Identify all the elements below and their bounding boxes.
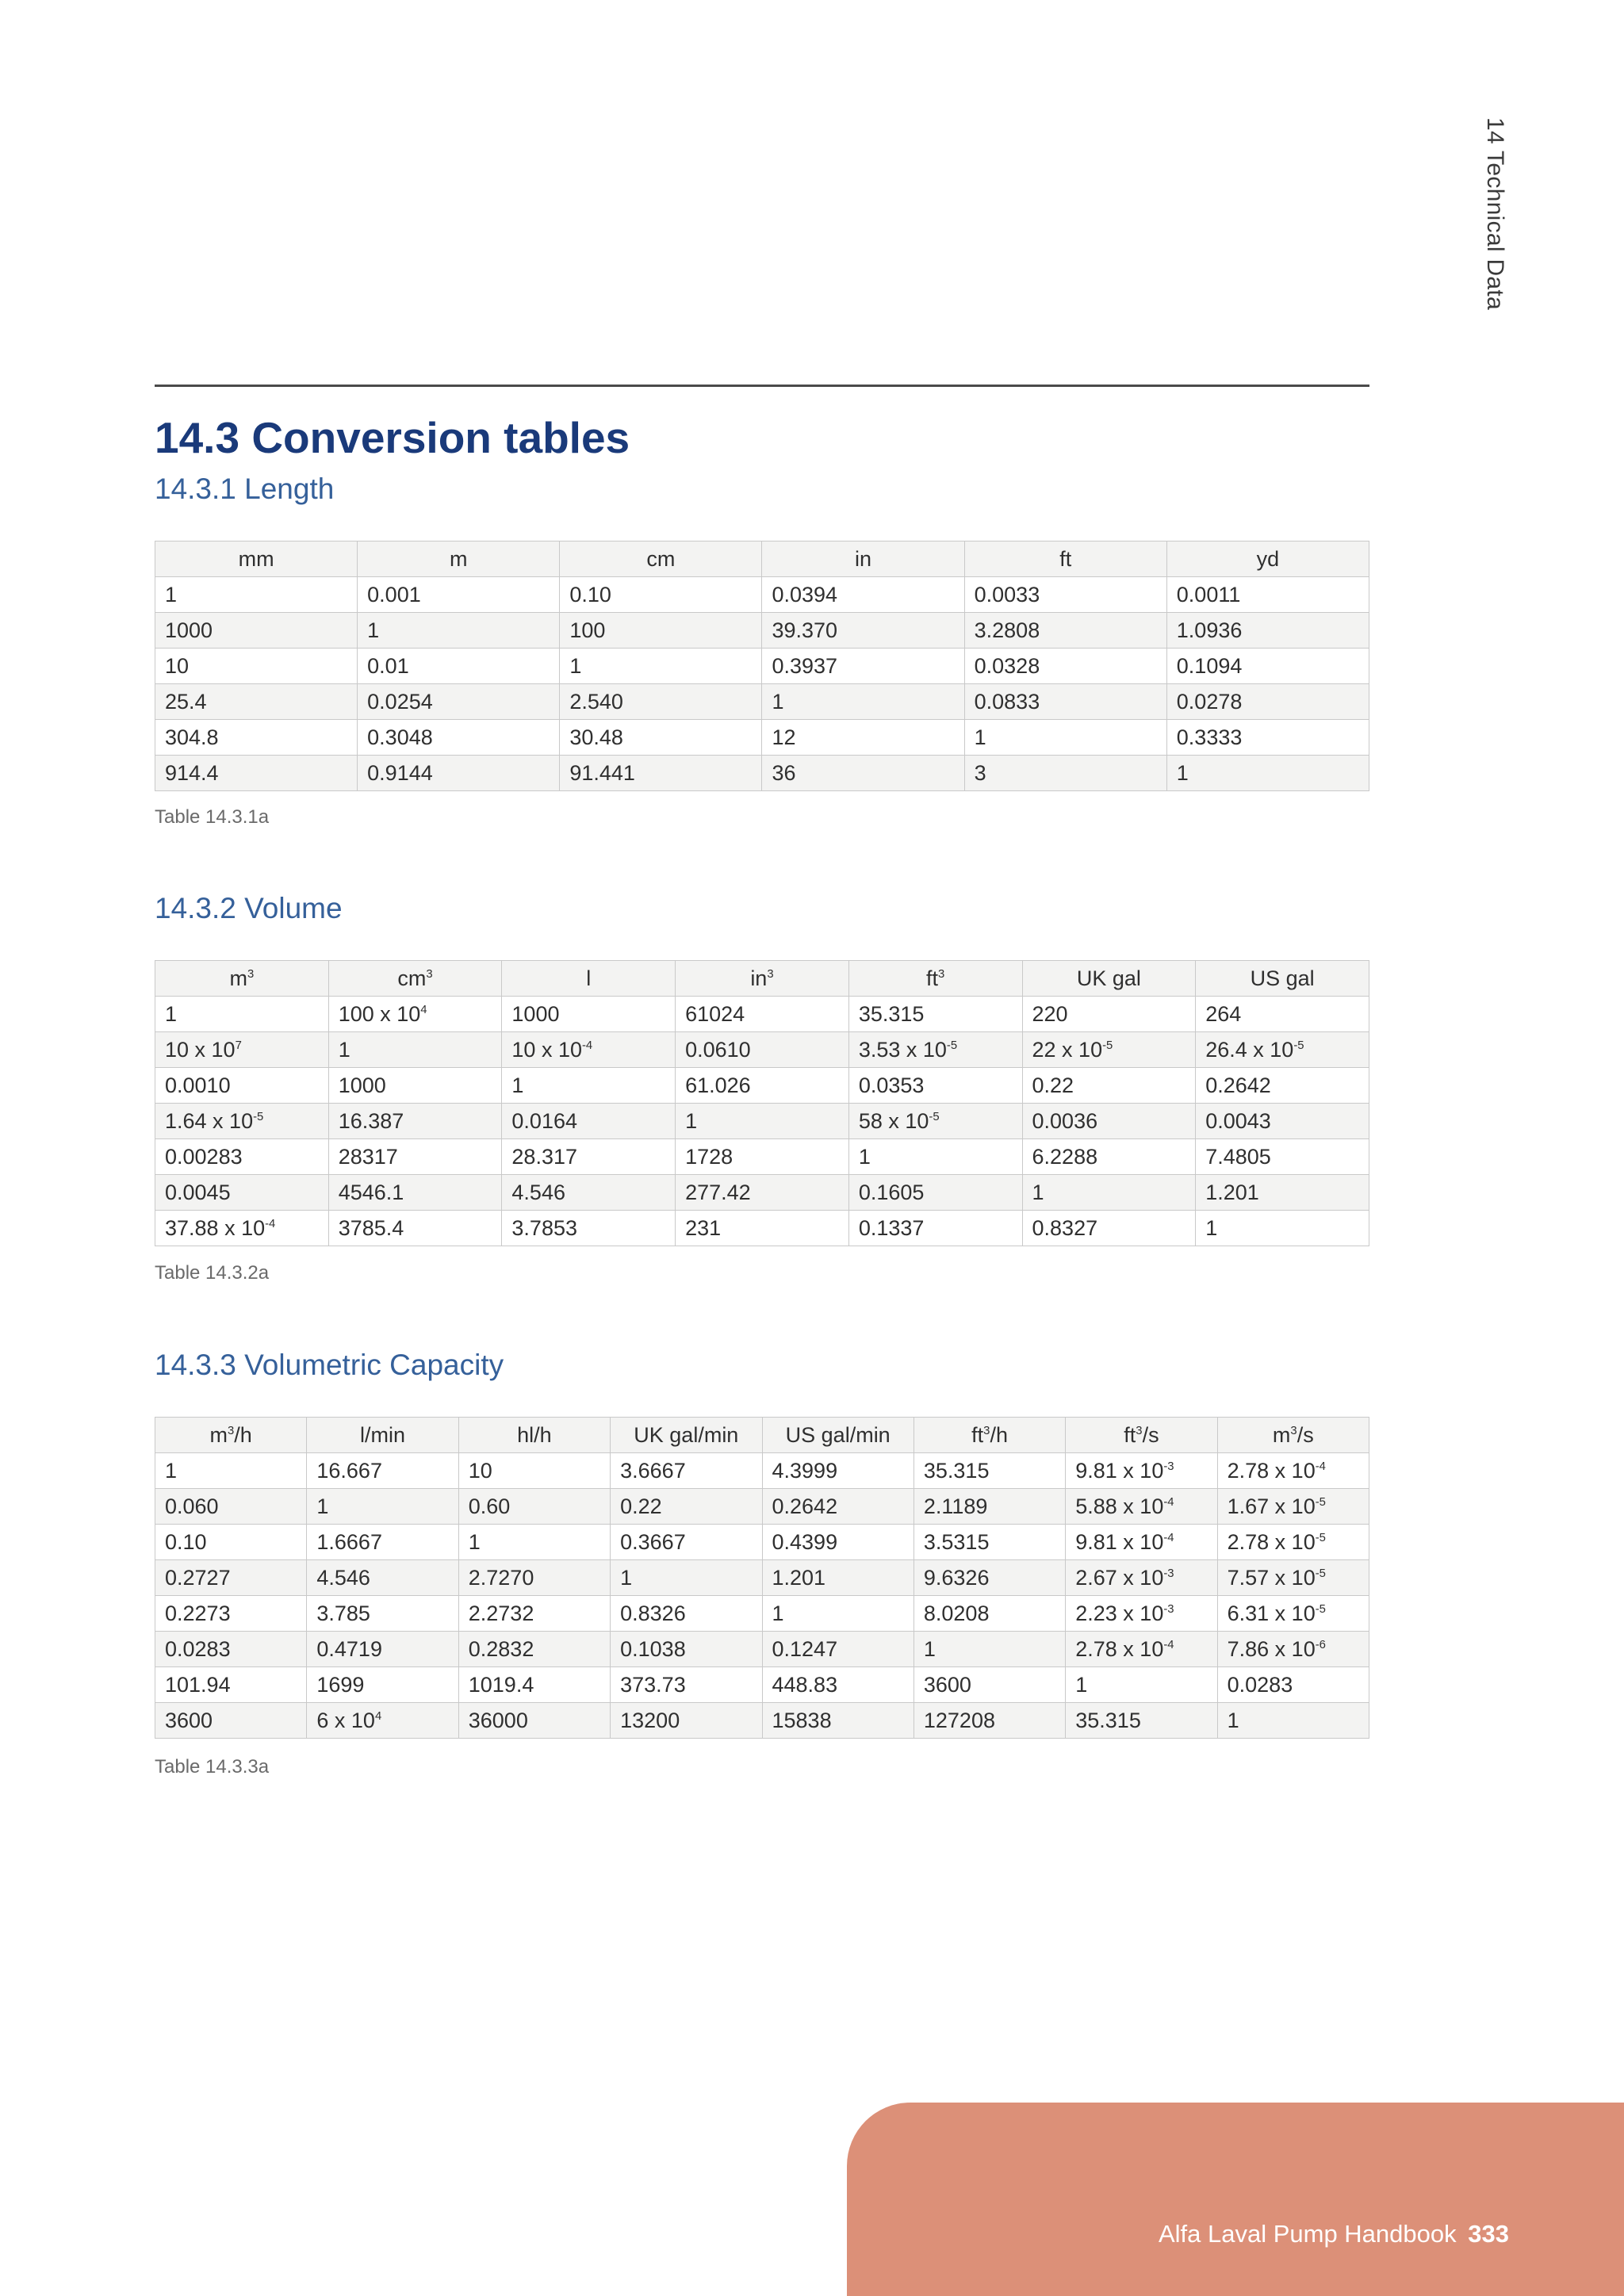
table-row bbox=[155, 1453, 1369, 1489]
table-cell: 61024 bbox=[676, 997, 849, 1032]
table-cell: 58 x $10^{-5}$ bbox=[848, 1104, 1022, 1139]
table-row bbox=[155, 1489, 1369, 1525]
column-header: hl/h bbox=[458, 1418, 610, 1453]
table-header-row bbox=[155, 541, 1369, 577]
table-cell: 1 bbox=[155, 1453, 307, 1489]
table-row bbox=[155, 720, 1369, 756]
table-cell: 1019.4 bbox=[458, 1667, 610, 1703]
table-row bbox=[155, 997, 1369, 1032]
section-title-volumetric-capacity: 14.3.3 Volumetric Capacity bbox=[155, 1349, 504, 1381]
table-cell: 10 x $10^7$ bbox=[155, 1032, 329, 1068]
table-cell: 2.540 bbox=[560, 684, 762, 720]
table-row bbox=[155, 1139, 1369, 1175]
table-cell: 22 x $10^{-5}$ bbox=[1022, 1032, 1196, 1068]
table-cell: 0.01 bbox=[358, 649, 560, 684]
table-cell: 9.81 x $10^{-4}$ bbox=[1066, 1525, 1217, 1560]
table-cell: 4.546 bbox=[307, 1560, 458, 1596]
page-title: 14.3 Conversion tables bbox=[155, 413, 630, 462]
table-row bbox=[155, 1211, 1369, 1246]
table-cell: 35.315 bbox=[914, 1453, 1065, 1489]
table-cell: 1 bbox=[155, 997, 329, 1032]
table-cell: 2.78 x $10^{-5}$ bbox=[1217, 1525, 1369, 1560]
table-cell: 9.81 x $10^{-3}$ bbox=[1066, 1453, 1217, 1489]
table-cell: 1 bbox=[328, 1032, 502, 1068]
table-cell: 0.10 bbox=[155, 1525, 307, 1560]
table-cell: 6.31 x $10^{-5}$ bbox=[1217, 1596, 1369, 1632]
table-cell: 1 bbox=[676, 1104, 849, 1139]
table-cell: 1 bbox=[964, 720, 1166, 756]
table-cell: 1 bbox=[155, 577, 358, 613]
table-caption-volume: Table 14.3.2a bbox=[155, 1262, 270, 1284]
table-cell: 16.387 bbox=[328, 1104, 502, 1139]
table-cell: 3.6667 bbox=[611, 1453, 762, 1489]
table-cell: 0.0394 bbox=[762, 577, 964, 613]
table-cell: 1000 bbox=[155, 613, 358, 649]
table-cell: 6.2288 bbox=[1022, 1139, 1196, 1175]
table-row bbox=[155, 1560, 1369, 1596]
table-cell: 0.00283 bbox=[155, 1139, 329, 1175]
table-cell: 1 bbox=[1066, 1667, 1217, 1703]
table-cell: 1 bbox=[307, 1489, 458, 1525]
table-row bbox=[155, 1068, 1369, 1104]
table-cell: 0.0328 bbox=[964, 649, 1166, 684]
table-cell: 5.88 x $10^{-4}$ bbox=[1066, 1489, 1217, 1525]
table-cell: 35.315 bbox=[1066, 1703, 1217, 1739]
table-cell: 3.53 x $10^{-5}$ bbox=[848, 1032, 1022, 1068]
table-row bbox=[155, 577, 1369, 613]
table-cell: 25.4 bbox=[155, 684, 358, 720]
table-cell: 220 bbox=[1022, 997, 1196, 1032]
section-title-length: 14.3.1 Length bbox=[155, 473, 335, 505]
table-cell: 9.6326 bbox=[914, 1560, 1065, 1596]
table-cell: 0.1247 bbox=[762, 1632, 914, 1667]
table-cell: 4.3999 bbox=[762, 1453, 914, 1489]
table-cell: 2.78 x $10^{-4}$ bbox=[1066, 1632, 1217, 1667]
table-cell: 1699 bbox=[307, 1667, 458, 1703]
table-cell: 0.1094 bbox=[1166, 649, 1369, 684]
table-cell: 3.785 bbox=[307, 1596, 458, 1632]
table-cell: 37.88 x $10^{-4}$ bbox=[155, 1211, 329, 1246]
column-header: UK gal bbox=[1022, 961, 1196, 997]
column-header: $ft^3$ bbox=[848, 961, 1022, 997]
table-cell: 3785.4 bbox=[328, 1211, 502, 1246]
column-header: ft bbox=[964, 541, 1166, 577]
table-cell: 914.4 bbox=[155, 756, 358, 791]
table-row bbox=[155, 1632, 1369, 1667]
table-row bbox=[155, 613, 1369, 649]
table-cell: 4.546 bbox=[502, 1175, 676, 1211]
table-cell: 304.8 bbox=[155, 720, 358, 756]
column-header: l bbox=[502, 961, 676, 997]
table-row bbox=[155, 1596, 1369, 1632]
table-cell: 0.0036 bbox=[1022, 1104, 1196, 1139]
length-table bbox=[155, 541, 1369, 791]
table-row bbox=[155, 1667, 1369, 1703]
column-header: l/min bbox=[307, 1418, 458, 1453]
table-cell: 0.1038 bbox=[611, 1632, 762, 1667]
table-cell: 127208 bbox=[914, 1703, 1065, 1739]
table-cell: 3 bbox=[964, 756, 1166, 791]
table-cell: 1 bbox=[848, 1139, 1022, 1175]
table-row bbox=[155, 1032, 1369, 1068]
table-cell: 100 x $10^4$ bbox=[328, 997, 502, 1032]
column-header: $m^3/h$ bbox=[155, 1418, 307, 1453]
table-cell: 0.2642 bbox=[1196, 1068, 1369, 1104]
table-cell: 10 bbox=[155, 649, 358, 684]
table-cell: 7.57 x $10^{-5}$ bbox=[1217, 1560, 1369, 1596]
table-cell: 0.3048 bbox=[358, 720, 560, 756]
table-cell: 16.667 bbox=[307, 1453, 458, 1489]
table-cell: 1.0936 bbox=[1166, 613, 1369, 649]
table-caption-volumetric-capacity: Table 14.3.3a bbox=[155, 1756, 270, 1777]
column-header: in bbox=[762, 541, 964, 577]
table-cell: 26.4 x $10^{-5}$ bbox=[1196, 1032, 1369, 1068]
table-cell: 264 bbox=[1196, 997, 1369, 1032]
table-header-row bbox=[155, 961, 1369, 997]
table-cell: 101.94 bbox=[155, 1667, 307, 1703]
table-cell: 448.83 bbox=[762, 1667, 914, 1703]
chapter-side-label: 14 Technical Data bbox=[1482, 117, 1508, 311]
table-cell: 1 bbox=[358, 613, 560, 649]
footer-book-title: Alfa Laval Pump Handbook bbox=[1158, 2220, 1457, 2248]
table-cell: 0.4719 bbox=[307, 1632, 458, 1667]
table-cell: 0.3667 bbox=[611, 1525, 762, 1560]
table-cell: 30.48 bbox=[560, 720, 762, 756]
table-row bbox=[155, 756, 1369, 791]
table-cell: 2.78 x $10^{-4}$ bbox=[1217, 1453, 1369, 1489]
table-cell: 0.2832 bbox=[458, 1632, 610, 1667]
table-cell: 0.3937 bbox=[762, 649, 964, 684]
column-header: yd bbox=[1166, 541, 1369, 577]
table-cell: 1 bbox=[1022, 1175, 1196, 1211]
footer-text bbox=[1159, 2220, 1509, 2248]
column-header: $in^3$ bbox=[676, 961, 849, 997]
table-cell: 0.0010 bbox=[155, 1068, 329, 1104]
table-cell: 0.060 bbox=[155, 1489, 307, 1525]
column-header: $ft^3/s$ bbox=[1066, 1418, 1217, 1453]
table-cell: 0.8326 bbox=[611, 1596, 762, 1632]
table-cell: 0.22 bbox=[1022, 1068, 1196, 1104]
table-cell: 0.0610 bbox=[676, 1032, 849, 1068]
table-caption-length: Table 14.3.1a bbox=[155, 806, 270, 828]
table-cell: 1728 bbox=[676, 1139, 849, 1175]
table-cell: 1 bbox=[914, 1632, 1065, 1667]
table-cell: 36000 bbox=[458, 1703, 610, 1739]
table-row bbox=[155, 1104, 1369, 1139]
table-cell: 0.60 bbox=[458, 1489, 610, 1525]
table-cell: 0.0033 bbox=[964, 577, 1166, 613]
section-title-volume: 14.3.2 Volume bbox=[155, 892, 343, 924]
table-header-row bbox=[155, 1418, 1369, 1453]
table-cell: 61.026 bbox=[676, 1068, 849, 1104]
table-cell: 91.441 bbox=[560, 756, 762, 791]
table-cell: 10 bbox=[458, 1453, 610, 1489]
header-rule bbox=[155, 385, 1369, 387]
table-cell: 0.1605 bbox=[848, 1175, 1022, 1211]
table-row bbox=[155, 684, 1369, 720]
table-cell: 12 bbox=[762, 720, 964, 756]
table-cell: 2.1189 bbox=[914, 1489, 1065, 1525]
column-header: m bbox=[358, 541, 560, 577]
table-cell: 28.317 bbox=[502, 1139, 676, 1175]
table-cell: 1 bbox=[762, 684, 964, 720]
column-header: cm bbox=[560, 541, 762, 577]
table-cell: 2.7270 bbox=[458, 1560, 610, 1596]
table-row bbox=[155, 649, 1369, 684]
column-header: $m^3$ bbox=[155, 961, 329, 997]
table-row bbox=[155, 1525, 1369, 1560]
volumetric-capacity-table bbox=[155, 1417, 1369, 1739]
table-cell: 0.4399 bbox=[762, 1525, 914, 1560]
table-cell: 3.5315 bbox=[914, 1525, 1065, 1560]
table-cell: 0.1337 bbox=[848, 1211, 1022, 1246]
table-cell: 7.86 x $10^{-6}$ bbox=[1217, 1632, 1369, 1667]
table-cell: 1 bbox=[611, 1560, 762, 1596]
footer-block bbox=[847, 2103, 1624, 2296]
table-cell: 1 bbox=[1196, 1211, 1369, 1246]
table-cell: 1 bbox=[458, 1525, 610, 1560]
table-cell: 0.0278 bbox=[1166, 684, 1369, 720]
table-cell: 1 bbox=[1217, 1703, 1369, 1739]
page-number: 333 bbox=[1468, 2220, 1509, 2248]
table-cell: 15838 bbox=[762, 1703, 914, 1739]
column-header: US gal/min bbox=[762, 1418, 914, 1453]
table-cell: 0.0011 bbox=[1166, 577, 1369, 613]
table-cell: 0.2642 bbox=[762, 1489, 914, 1525]
table-cell: 0.8327 bbox=[1022, 1211, 1196, 1246]
column-header: $m^3/s$ bbox=[1217, 1418, 1369, 1453]
table-cell: 0.2273 bbox=[155, 1596, 307, 1632]
table-cell: 8.0208 bbox=[914, 1596, 1065, 1632]
column-header: mm bbox=[155, 541, 358, 577]
table-row bbox=[155, 1703, 1369, 1739]
table-cell: 28317 bbox=[328, 1139, 502, 1175]
table-cell: 0.0164 bbox=[502, 1104, 676, 1139]
column-header: US gal bbox=[1196, 961, 1369, 997]
table-cell: 6 x $10^4$ bbox=[307, 1703, 458, 1739]
table-cell: 3.7853 bbox=[502, 1211, 676, 1246]
table-cell: 10 x $10^{-4}$ bbox=[502, 1032, 676, 1068]
table-cell: 0.22 bbox=[611, 1489, 762, 1525]
table-cell: 2.23 x $10^{-3}$ bbox=[1066, 1596, 1217, 1632]
table-cell: 2.2732 bbox=[458, 1596, 610, 1632]
table-cell: 1 bbox=[560, 649, 762, 684]
table-cell: 1000 bbox=[328, 1068, 502, 1104]
table-cell: 3.2808 bbox=[964, 613, 1166, 649]
table-cell: 39.370 bbox=[762, 613, 964, 649]
table-cell: 0.0833 bbox=[964, 684, 1166, 720]
table-cell: 1.201 bbox=[762, 1560, 914, 1596]
column-header: $ft^3/h$ bbox=[914, 1418, 1065, 1453]
table-cell: 0.3333 bbox=[1166, 720, 1369, 756]
table-cell: 231 bbox=[676, 1211, 849, 1246]
table-cell: 0.2727 bbox=[155, 1560, 307, 1596]
table-cell: 0.0254 bbox=[358, 684, 560, 720]
table-cell: 1.201 bbox=[1196, 1175, 1369, 1211]
table-cell: 35.315 bbox=[848, 997, 1022, 1032]
column-header: UK gal/min bbox=[611, 1418, 762, 1453]
table-cell: 1.64 x $10^{-5}$ bbox=[155, 1104, 329, 1139]
table-cell: 2.67 x $10^{-3}$ bbox=[1066, 1560, 1217, 1596]
table-cell: 36 bbox=[762, 756, 964, 791]
table-cell: 0.0283 bbox=[155, 1632, 307, 1667]
table-row bbox=[155, 1175, 1369, 1211]
table-cell: 1000 bbox=[502, 997, 676, 1032]
table-cell: 3600 bbox=[155, 1703, 307, 1739]
table-cell: 0.0043 bbox=[1196, 1104, 1369, 1139]
table-cell: 0.0045 bbox=[155, 1175, 329, 1211]
table-cell: 1 bbox=[762, 1596, 914, 1632]
table-cell: 3600 bbox=[914, 1667, 1065, 1703]
table-cell: 100 bbox=[560, 613, 762, 649]
table-cell: 277.42 bbox=[676, 1175, 849, 1211]
table-cell: 0.0283 bbox=[1217, 1667, 1369, 1703]
table-cell: 0.10 bbox=[560, 577, 762, 613]
table-cell: 0.9144 bbox=[358, 756, 560, 791]
table-cell: 13200 bbox=[611, 1703, 762, 1739]
table-cell: 0.0353 bbox=[848, 1068, 1022, 1104]
column-header: $cm^3$ bbox=[328, 961, 502, 997]
table-cell: 4546.1 bbox=[328, 1175, 502, 1211]
table-cell: 373.73 bbox=[611, 1667, 762, 1703]
volume-table bbox=[155, 960, 1369, 1246]
table-cell: 1 bbox=[502, 1068, 676, 1104]
table-cell: 7.4805 bbox=[1196, 1139, 1369, 1175]
table-cell: 0.001 bbox=[358, 577, 560, 613]
table-cell: 1.67 x $10^{-5}$ bbox=[1217, 1489, 1369, 1525]
table-cell: 1.6667 bbox=[307, 1525, 458, 1560]
table-cell: 1 bbox=[1166, 756, 1369, 791]
